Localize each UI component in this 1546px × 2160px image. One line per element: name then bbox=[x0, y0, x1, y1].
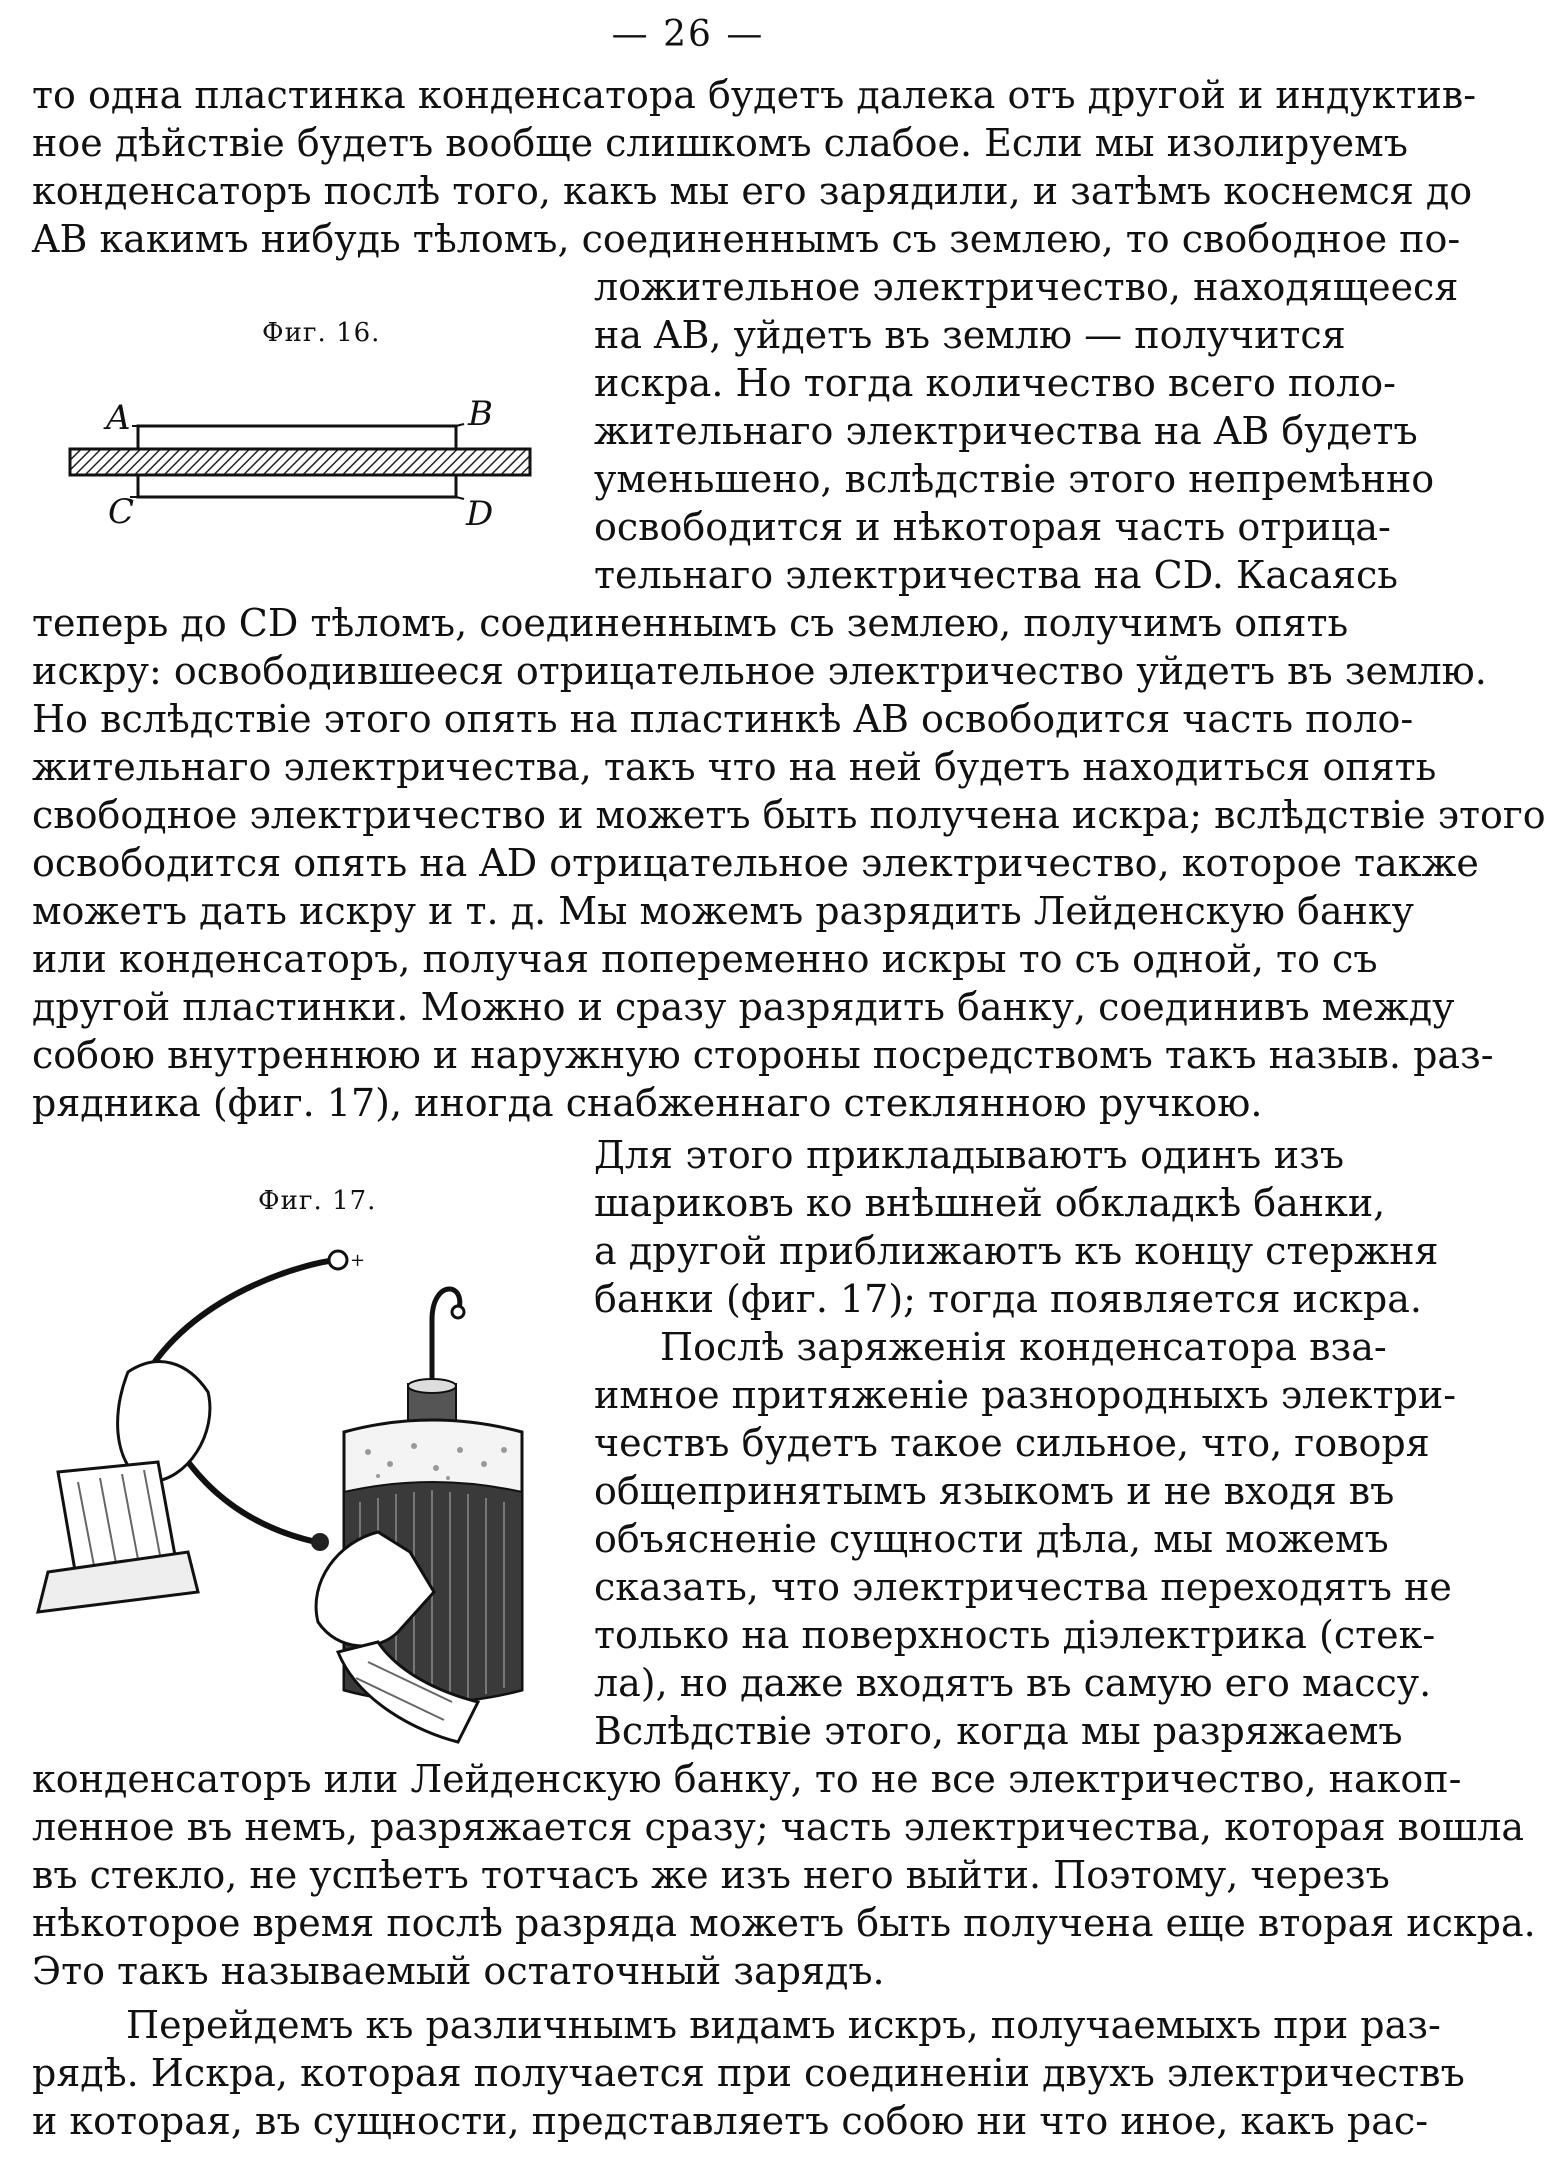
text-line: освободится опять на AD отрицательное электричество, которое также bbox=[32, 841, 1479, 885]
text-line: на AB, уйдетъ въ землю — получится bbox=[594, 313, 1346, 357]
text-line: уменьшено, вслѣдствіе этого непремѣнно bbox=[594, 457, 1435, 501]
text-line: искру: освободившееся отрицательное электричество уйдетъ въ землю. bbox=[32, 649, 1487, 693]
text-line: Для этого прикладываютъ одинъ изъ bbox=[594, 1133, 1344, 1177]
text-line: можетъ дать искру и т. д. Мы можемъ разрядить Лейденскую банку bbox=[32, 889, 1414, 933]
figure-16-caption: Фиг. 16. bbox=[262, 318, 381, 348]
text-line: ложительное электричество, находящееся bbox=[594, 265, 1459, 309]
page-number: — 26 — bbox=[611, 14, 765, 55]
text-line: сказать, что электричества переходятъ не bbox=[594, 1565, 1452, 1609]
text-line: Вслѣдствіе этого, когда мы разряжаемъ bbox=[594, 1709, 1403, 1753]
text-line: AB какимъ нибудь тѣломъ, соединеннымъ съ землею, то свободное по- bbox=[32, 217, 1461, 261]
text-line: тельнаго электричества на CD. Касаясь bbox=[594, 553, 1398, 597]
text-line: свободное электричество и можетъ быть получена искра; вслѣдствіе этого bbox=[32, 793, 1546, 837]
text-line: общепринятымъ языкомъ и не входя въ bbox=[594, 1469, 1395, 1513]
text-line: Но вслѣдствіе этого опять на пластинкѣ AB освободится часть поло- bbox=[32, 697, 1414, 741]
text-line: только на поверхность діэлектрика (стек- bbox=[594, 1613, 1436, 1657]
figure-17-caption: Фиг. 17. bbox=[258, 1186, 377, 1216]
text-line: и которая, въ сущности, представляетъ собою ни что иное, какъ рас- bbox=[32, 2099, 1429, 2143]
text-line: имное притяженіе разнородныхъ электри- bbox=[594, 1373, 1457, 1417]
text-line: теперь до CD тѣломъ, соединеннымъ съ землею, получимъ опять bbox=[32, 601, 1349, 645]
text-line: нѣкоторое время послѣ разряда можетъ быть получена еще вторая искра. bbox=[32, 1901, 1536, 1945]
figure-16-label-b: B bbox=[468, 394, 494, 434]
text-line: или конденсаторъ, получая попеременно искры то съ одной, то съ bbox=[32, 937, 1378, 981]
text-line: Это такъ называемый остаточный зарядъ. bbox=[32, 1949, 885, 1993]
text-line: рядника (фиг. 17), иногда снабженнаго стеклянною ручкою. bbox=[32, 1081, 1263, 1125]
text-line: шариковъ ко внѣшней обкладкѣ банки, bbox=[594, 1181, 1386, 1225]
text-line: а другой приближаютъ къ концу стержня bbox=[594, 1229, 1439, 1273]
text-line: ленное въ немъ, разряжается сразу; часть электричества, которая вошла bbox=[32, 1805, 1525, 1849]
text-line: искра. Но тогда количество всего поло- bbox=[594, 361, 1396, 405]
text-line: другой пластинки. Можно и сразу разрядить банку, соединивъ между bbox=[32, 985, 1455, 1029]
text-line: въ стекло, не успѣетъ тотчасъ же изъ него выйти. Поэтому, черезъ bbox=[32, 1853, 1390, 1897]
text-line: ла), но даже входятъ въ самую его массу. bbox=[594, 1661, 1432, 1705]
figure-16-label-d: D bbox=[466, 494, 495, 534]
text-line: конденсаторъ или Лейденскую банку, то не все электричество, накоп- bbox=[32, 1757, 1462, 1801]
text-line: собою внутреннюю и наружную стороны посредствомъ такъ назыв. раз- bbox=[32, 1033, 1494, 1077]
text-line: банки (фиг. 17); тогда появляется искра. bbox=[594, 1277, 1422, 1321]
text-line: чествъ будетъ такое сильное, что, говоря bbox=[594, 1421, 1430, 1465]
text-line: объясненіе сущности дѣла, мы можемъ bbox=[594, 1517, 1389, 1561]
text-line: Послѣ заряженія конденсатора вза- bbox=[660, 1325, 1387, 1369]
text-line: ное дѣйствіе будетъ вообще слишкомъ слабое. Если мы изолируемъ bbox=[32, 121, 1408, 165]
figure-16-label-c: C bbox=[108, 492, 136, 532]
text-line: рядѣ. Искра, которая получается при соединеніи двухъ электричествъ bbox=[32, 2051, 1465, 2095]
text-line: жительнаго электричества, такъ что на ней будетъ находиться опять bbox=[32, 745, 1437, 789]
svg-text:+: + bbox=[350, 1250, 366, 1271]
text-line: конденсаторъ послѣ того, какъ мы его зарядили, и затѣмъ коснемся до bbox=[32, 169, 1473, 213]
text-line: освободится и нѣкоторая часть отрица- bbox=[594, 505, 1391, 549]
text-line: то одна пластинка конденсатора будетъ далека отъ другой и индуктив- bbox=[32, 73, 1477, 117]
figure-16-label-a: A bbox=[106, 398, 132, 438]
text-line: Перейдемъ къ различнымъ видамъ искръ, получаемыхъ при раз- bbox=[126, 2003, 1441, 2047]
text-line: жительнаго электричества на AB будетъ bbox=[594, 409, 1418, 453]
figure-17-leyden-jar-discharger-illustration bbox=[38, 1232, 588, 1752]
